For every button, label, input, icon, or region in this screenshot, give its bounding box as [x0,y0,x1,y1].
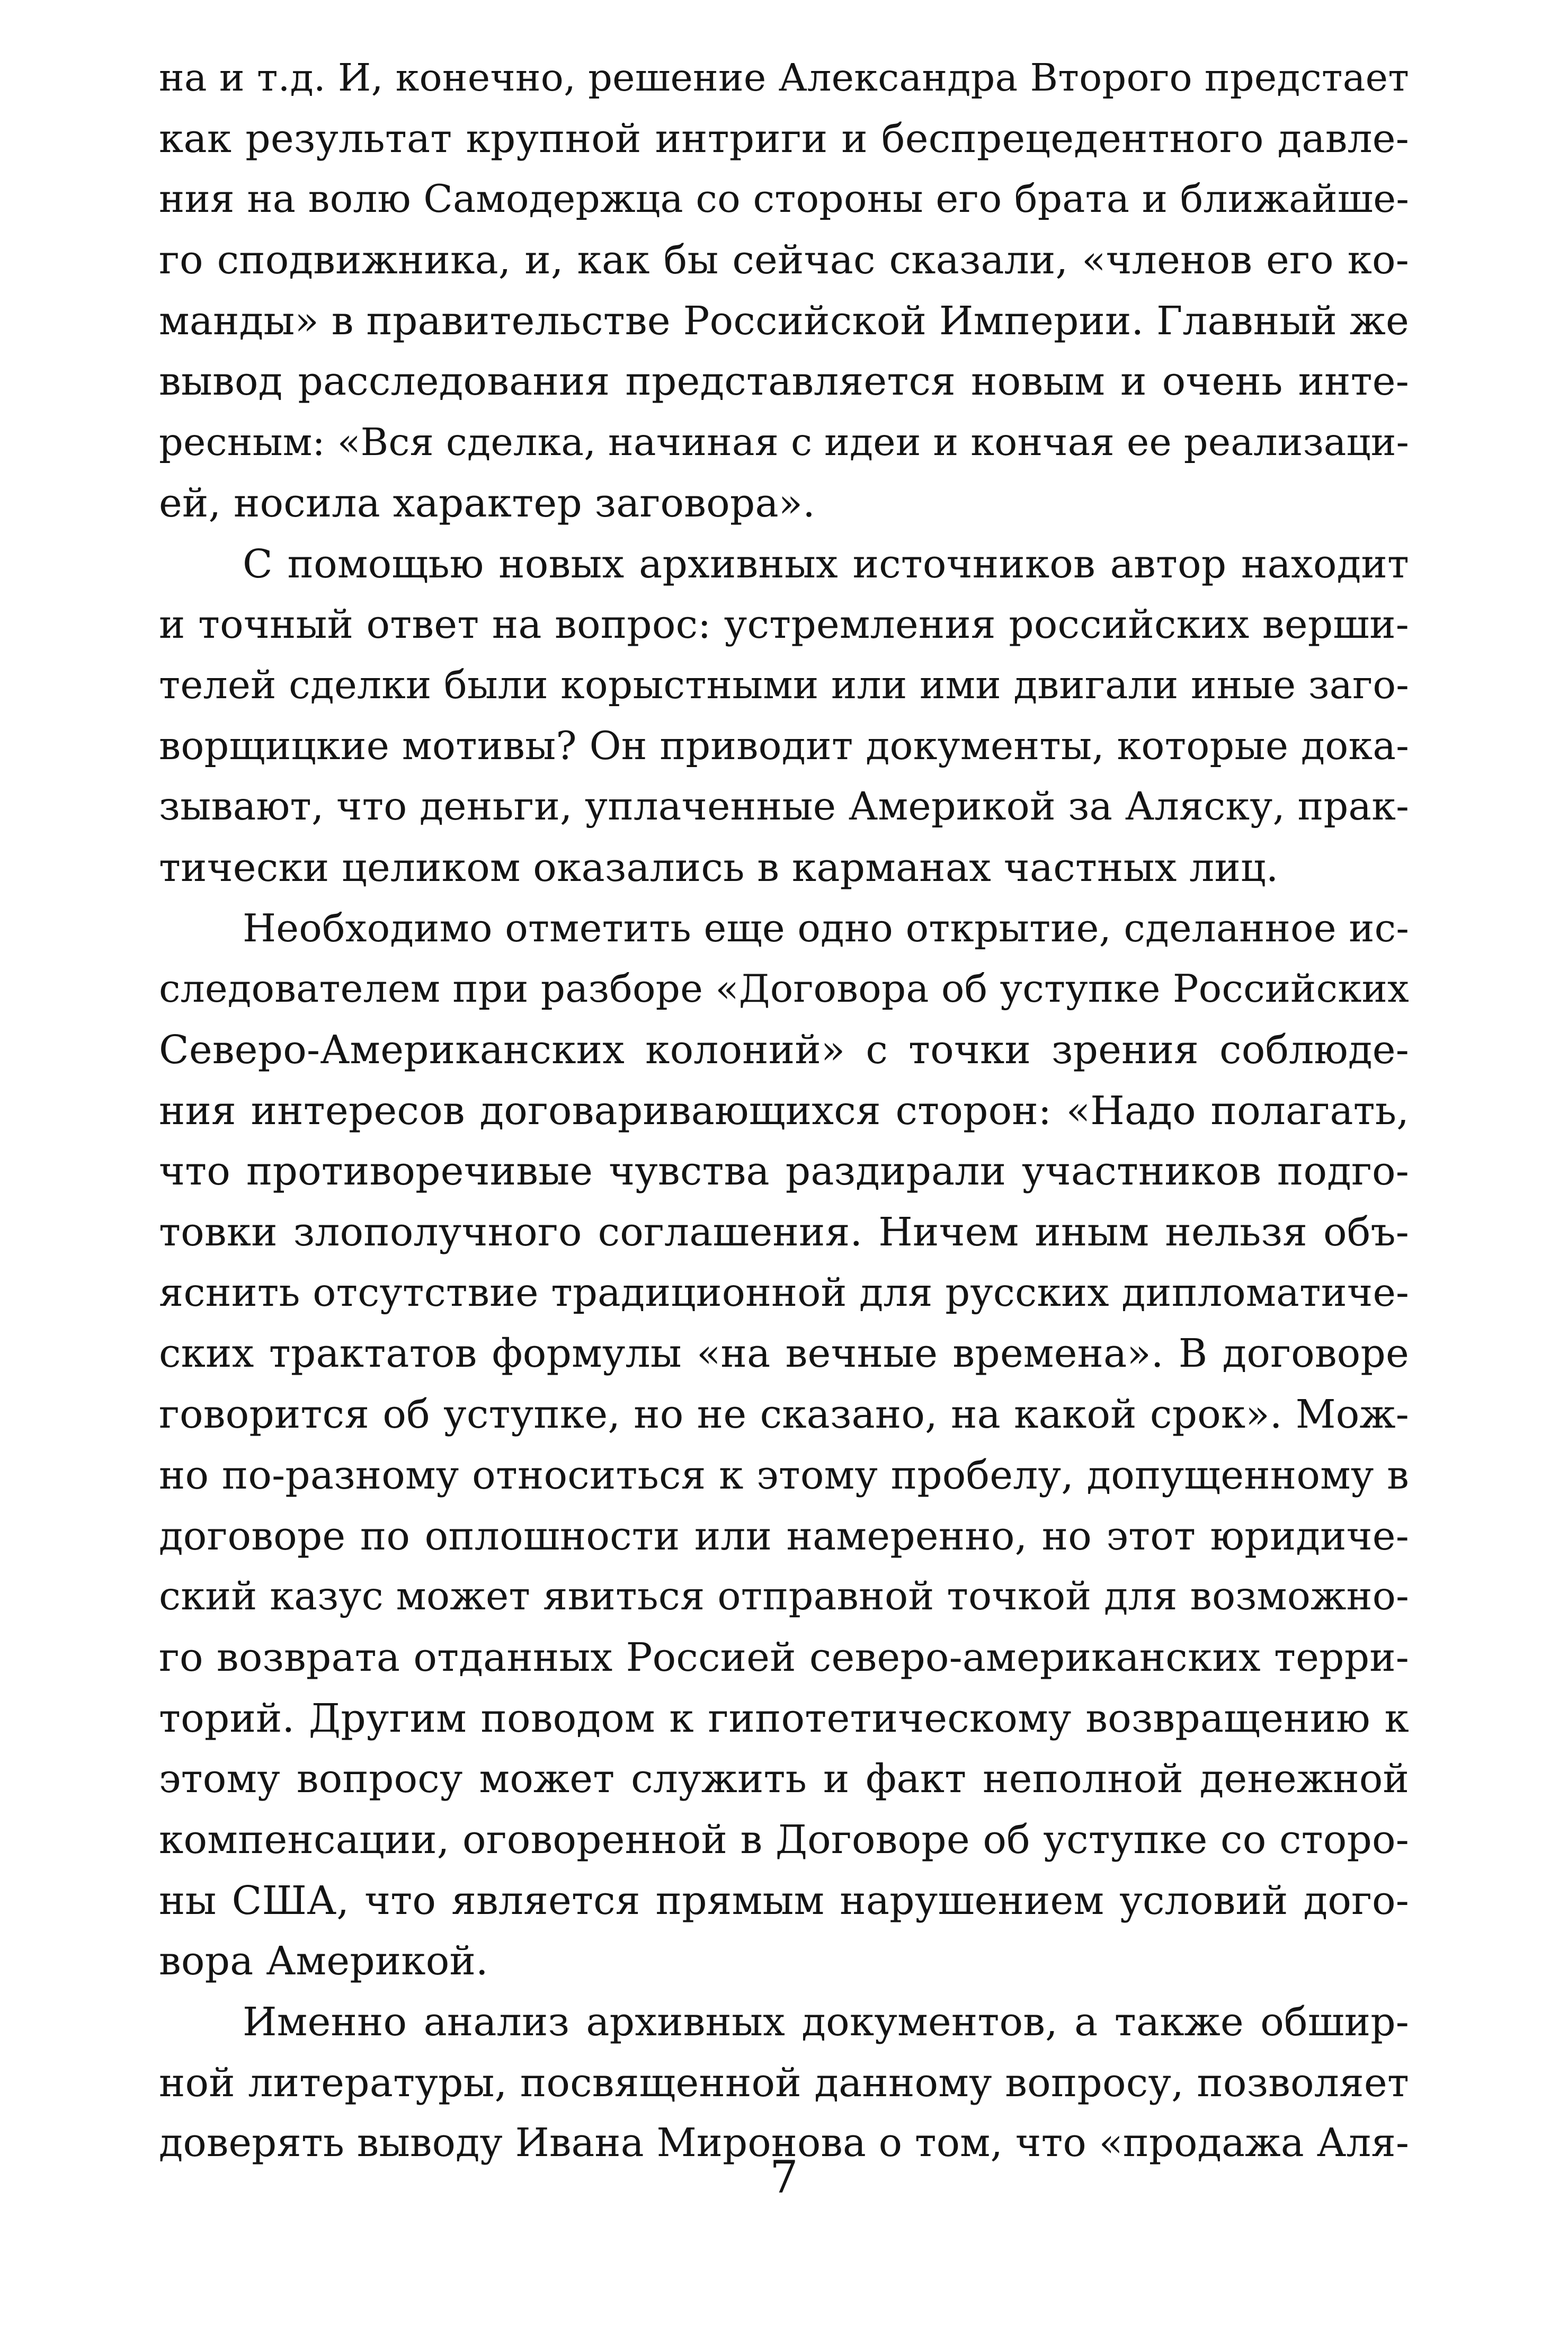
text-line: этому вопросу может служить и факт неполной денежной [159,1756,1409,1802]
text-line: договоре по оплошности или намеренно, но этот юридиче- [159,1513,1409,1559]
paragraph-3 [159,898,1409,1992]
text-line: зывают, что деньги, уплаченные Америкой за Аляску, прак- [159,784,1409,830]
text-line: го возврата отданных Россией северо-американских терри- [159,1634,1409,1680]
text-line: и точный ответ на вопрос: устремления российских верши- [159,602,1409,648]
text-line: ния интересов договаривающихся сторон: «Надо полагать, [159,1088,1409,1134]
paragraph-1 [159,48,1409,534]
text-line: товки злополучного соглашения. Ничем иным нельзя объ- [159,1209,1409,1255]
text-line: яснить отсутствие традиционной для русских дипломатиче- [159,1270,1409,1315]
text-line: компенсации, оговоренной в Договоре об уступке со сторо- [159,1816,1409,1863]
text-line: вора Америкой. [159,1938,488,1984]
text-line: как результат крупной интриги и беспрецедентного давле- [159,115,1409,162]
text-line: Северо-Американских колоний» с точки зрения соблюде- [159,1027,1409,1073]
text-line: манды» в правительстве Российской Империи. Главный же [159,298,1409,344]
text-line: что противоречивые чувства раздирали участников подго- [159,1148,1409,1195]
text-line: на и т.д. И, конечно, решение Александра Второго предстает [159,56,1409,100]
text-line: Необходимо отметить еще одно открытие, сделанное ис- [243,906,1409,951]
text-line: торий. Другим поводом к гипотетическому возвращению к [159,1695,1409,1741]
text-line: го сподвижника, и, как бы сейчас сказали, «членов его ко- [159,237,1409,283]
text-line: ворщицкие мотивы? Он приводит документы, которые дока- [159,723,1409,769]
text-line: телей сделки были корыстными или ими двигали иные заго- [159,663,1409,708]
paragraph-2 [159,534,1409,898]
text-line: говорится об уступке, но не сказано, на какой срок». Мож- [159,1392,1409,1438]
text-line: доверять выводу Ивана Миронова о том, что «продажа Аля- [159,2121,1409,2166]
text-line: ресным: «Вся сделка, начиная с идеи и кончая ее реализаци- [159,420,1409,465]
text-line: ский казус может явиться отправной точкой для возможно- [159,1574,1409,1619]
text-line: ной литературы, посвященной данному вопросу, позволяет [159,2060,1409,2106]
text-line: но по-разному относиться к этому пробелу, допущенному в [159,1452,1409,1498]
text-line: тически целиком оказались в карманах частных лиц. [159,844,1279,891]
text-line: С помощью новых архивных источников автор находит [243,541,1409,587]
page-number: 7 [770,2151,798,2203]
body-text [159,48,1409,2174]
text-line: ей, носила характер заговора». [159,480,815,526]
text-line: следователем при разборе «Договора об уступке Российских [159,967,1409,1012]
text-line: ны США, что является прямым нарушением условий дого- [159,1877,1409,1924]
text-line: ния на волю Самодержца со стороны его брата и ближайше- [159,177,1409,222]
text-line: Именно анализ архивных документов, а также обшир- [243,1999,1409,2045]
text-line: ских трактатов формулы «на вечные времена». В договоре [159,1331,1409,1377]
text-line: вывод расследования представляется новым и очень инте- [159,359,1409,405]
